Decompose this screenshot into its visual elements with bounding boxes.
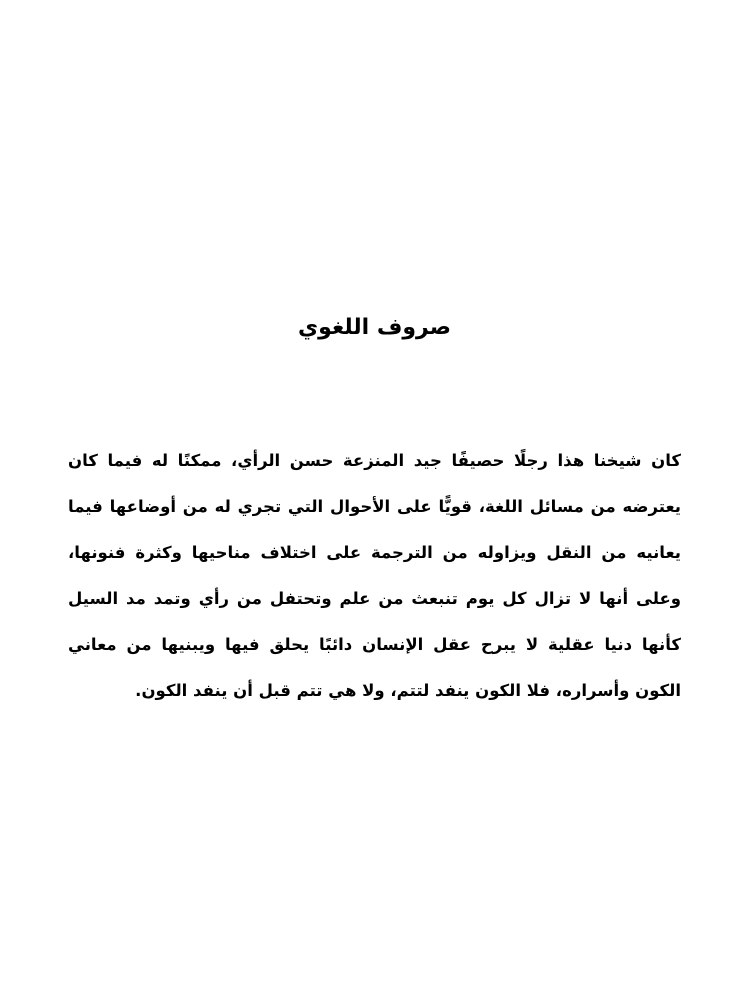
document-title: صروف اللغوي: [298, 315, 451, 340]
body-paragraph: كان شيخنا هذا رجلًا حصيفًا جيد المنزعة حسن الرأي، ممكنًا له فيما كان يعترضه من مسائل اللغة، قويًّا على الأحوال التي تجري له من أوضاعها فيما يعانيه من النقل ويزاوله من الترجمة على اختلاف مناحيها وكثرة فنونها، وعلى أنها لا تزال كل يوم تنبعث من علم وتحتفل من رأي وتمد مد السيل كأنها دنيا عقلية لا يبرح عقل الإنسان دائبًا يحلق فيها ويبنيها من معاني الكون وأسراره، فلا الكون ينفد لتتم، ولا هي تتم قبل أن ينفد الكون.: [68, 451, 681, 700]
